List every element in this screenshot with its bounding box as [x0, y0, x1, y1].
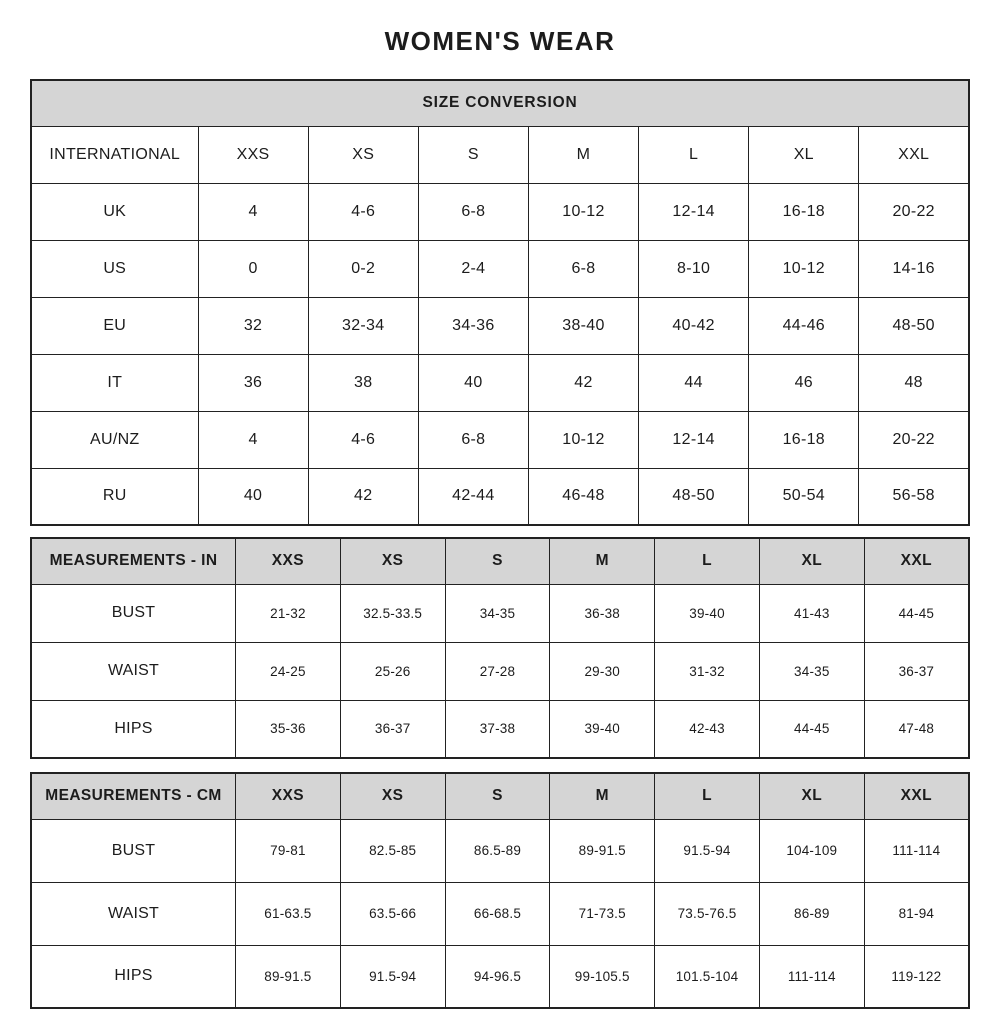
cell: 4-6 [308, 411, 418, 468]
cell: 10-12 [528, 183, 638, 240]
cell: 89-91.5 [550, 819, 655, 882]
cell: 48-50 [859, 297, 969, 354]
row-label: US [31, 240, 198, 297]
cell: 42 [308, 468, 418, 525]
size-header: XS [340, 538, 445, 584]
size-header: M [550, 538, 655, 584]
cell: 10-12 [749, 240, 859, 297]
cell: 44-46 [749, 297, 859, 354]
table-row-it [31, 354, 969, 411]
cell: 0-2 [308, 240, 418, 297]
size-header: XS [340, 773, 445, 819]
cell: 119-122 [864, 945, 969, 1008]
cell: 8-10 [639, 240, 749, 297]
row-label: WAIST [31, 642, 236, 700]
cell: 104-109 [759, 819, 864, 882]
cell: 44-45 [759, 700, 864, 758]
table-header-row [31, 80, 969, 126]
size-conversion-table [30, 79, 970, 526]
table-row-waist [31, 642, 969, 700]
row-label: HIPS [31, 945, 236, 1008]
size-header: XXS [236, 538, 341, 584]
cell: 25-26 [340, 642, 445, 700]
cell: 6-8 [418, 411, 528, 468]
cell: 2-4 [418, 240, 528, 297]
measurements-in-table [30, 537, 970, 759]
cell: 101.5-104 [655, 945, 760, 1008]
cell: 14-16 [859, 240, 969, 297]
cell: 42-43 [655, 700, 760, 758]
cell: 39-40 [550, 700, 655, 758]
table-row-international [31, 126, 969, 183]
row-label: INTERNATIONAL [31, 126, 198, 183]
size-header: XXL [864, 538, 969, 584]
cell: 61-63.5 [236, 882, 341, 945]
row-label: UK [31, 183, 198, 240]
cell: 24-25 [236, 642, 341, 700]
cell: 27-28 [445, 642, 550, 700]
row-label: AU/NZ [31, 411, 198, 468]
table-row-bust [31, 584, 969, 642]
cell: 38 [308, 354, 418, 411]
cell: 66-68.5 [445, 882, 550, 945]
cell: 21-32 [236, 584, 341, 642]
cell: 16-18 [749, 411, 859, 468]
cell: 48-50 [639, 468, 749, 525]
cell: 4 [198, 411, 308, 468]
cell: 44 [639, 354, 749, 411]
cell: 63.5-66 [340, 882, 445, 945]
cell: S [418, 126, 528, 183]
size-conversion-header: SIZE CONVERSION [31, 80, 969, 126]
cell: 81-94 [864, 882, 969, 945]
cell: 20-22 [859, 183, 969, 240]
table-row-waist [31, 882, 969, 945]
cell: 36-37 [340, 700, 445, 758]
cell: 6-8 [528, 240, 638, 297]
cell: 50-54 [749, 468, 859, 525]
cell: 32.5-33.5 [340, 584, 445, 642]
cell: 35-36 [236, 700, 341, 758]
row-label: RU [31, 468, 198, 525]
cell: 89-91.5 [236, 945, 341, 1008]
cell: 12-14 [639, 411, 749, 468]
row-label: BUST [31, 819, 236, 882]
cell: 91.5-94 [655, 819, 760, 882]
cell: 39-40 [655, 584, 760, 642]
table-row-bust [31, 819, 969, 882]
size-header: L [655, 773, 760, 819]
size-header: S [445, 538, 550, 584]
measurements-in-header: MEASUREMENTS - IN [31, 538, 236, 584]
cell: 82.5-85 [340, 819, 445, 882]
cell: 86.5-89 [445, 819, 550, 882]
cell: 71-73.5 [550, 882, 655, 945]
size-header: L [655, 538, 760, 584]
table-row-hips [31, 700, 969, 758]
cell: 40 [198, 468, 308, 525]
table-row-eu [31, 297, 969, 354]
table-row-hips [31, 945, 969, 1008]
size-header: XXL [864, 773, 969, 819]
cell: 79-81 [236, 819, 341, 882]
cell: 20-22 [859, 411, 969, 468]
cell: 32-34 [308, 297, 418, 354]
cell: 36 [198, 354, 308, 411]
cell: 31-32 [655, 642, 760, 700]
size-header: M [550, 773, 655, 819]
cell: XS [308, 126, 418, 183]
cell: XXL [859, 126, 969, 183]
row-label: BUST [31, 584, 236, 642]
cell: 111-114 [864, 819, 969, 882]
size-header: XXS [236, 773, 341, 819]
cell: 40 [418, 354, 528, 411]
cell: M [528, 126, 638, 183]
table-row-aunz [31, 411, 969, 468]
row-label: WAIST [31, 882, 236, 945]
cell: 42 [528, 354, 638, 411]
cell: 42-44 [418, 468, 528, 525]
size-header: XL [759, 538, 864, 584]
cell: 4-6 [308, 183, 418, 240]
measurements-cm-table [30, 772, 970, 1009]
cell: 34-35 [759, 642, 864, 700]
cell: XL [749, 126, 859, 183]
cell: L [639, 126, 749, 183]
cell: 32 [198, 297, 308, 354]
cell: 94-96.5 [445, 945, 550, 1008]
cell: 29-30 [550, 642, 655, 700]
cell: 36-38 [550, 584, 655, 642]
cell: 40-42 [639, 297, 749, 354]
cell: 36-37 [864, 642, 969, 700]
table-row-us [31, 240, 969, 297]
cell: 10-12 [528, 411, 638, 468]
row-label: EU [31, 297, 198, 354]
cell: 73.5-76.5 [655, 882, 760, 945]
cell: 56-58 [859, 468, 969, 525]
cell: 38-40 [528, 297, 638, 354]
cell: XXS [198, 126, 308, 183]
cell: 91.5-94 [340, 945, 445, 1008]
cell: 34-35 [445, 584, 550, 642]
table-row-uk [31, 183, 969, 240]
cell: 37-38 [445, 700, 550, 758]
cell: 99-105.5 [550, 945, 655, 1008]
row-label: IT [31, 354, 198, 411]
cell: 86-89 [759, 882, 864, 945]
size-header: S [445, 773, 550, 819]
row-label: HIPS [31, 700, 236, 758]
cell: 12-14 [639, 183, 749, 240]
table-row-ru [31, 468, 969, 525]
cell: 47-48 [864, 700, 969, 758]
cell: 48 [859, 354, 969, 411]
table-header-row [31, 538, 969, 584]
cell: 6-8 [418, 183, 528, 240]
cell: 34-36 [418, 297, 528, 354]
cell: 111-114 [759, 945, 864, 1008]
cell: 0 [198, 240, 308, 297]
cell: 46 [749, 354, 859, 411]
measurements-cm-header: MEASUREMENTS - CM [31, 773, 236, 819]
cell: 46-48 [528, 468, 638, 525]
cell: 16-18 [749, 183, 859, 240]
table-header-row [31, 773, 969, 819]
size-header: XL [759, 773, 864, 819]
cell: 41-43 [759, 584, 864, 642]
cell: 4 [198, 183, 308, 240]
page-title: WOMEN'S WEAR [384, 26, 616, 56]
cell: 44-45 [864, 584, 969, 642]
